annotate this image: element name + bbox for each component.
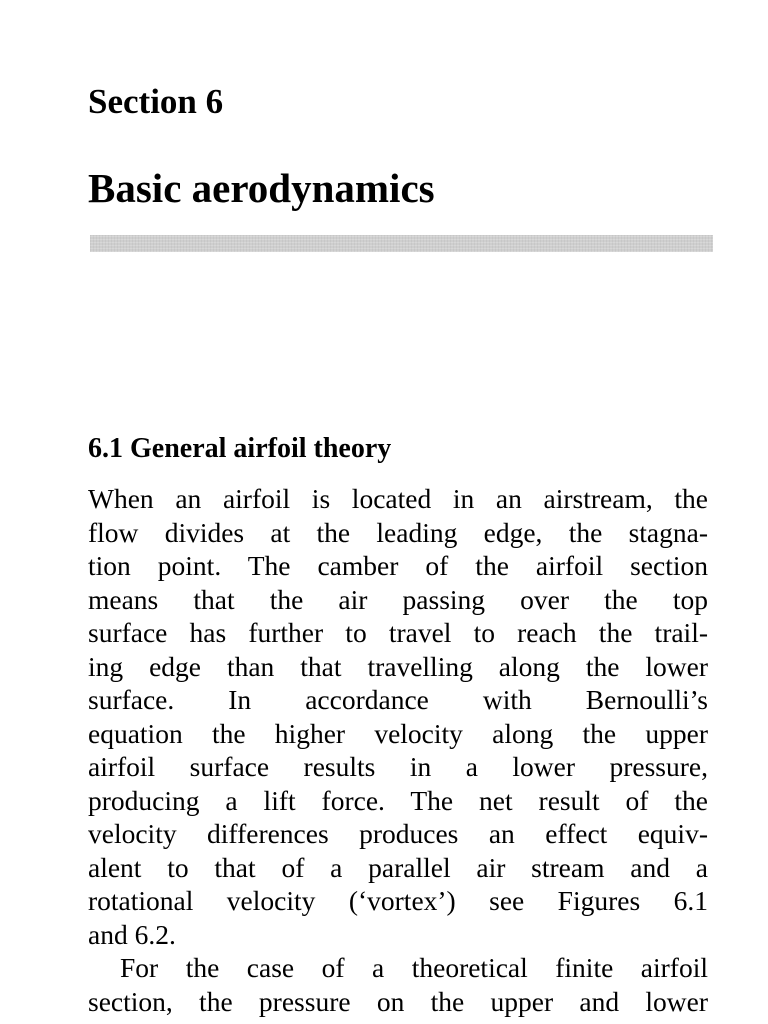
text-line: surface has further to travel to reach the trail- [88, 617, 708, 648]
body-text [88, 482, 708, 1018]
text-line: and 6.2. [88, 918, 176, 950]
text-line: ing edge than that travelling along the lower [88, 650, 708, 682]
text-line: tion point. The camber of the airfoil section [88, 550, 708, 581]
text-line: section, the pressure on the upper and lower [88, 985, 708, 1017]
text-line: When an airfoil is located in an airstream, the [88, 483, 708, 514]
text-line: rotational velocity (‘vortex’) see Figures 6.1 [88, 885, 708, 916]
text-line: surface. In accordance with Bernoulli’s [88, 684, 708, 715]
title-rule-bar [90, 235, 713, 252]
section-label: Section 6 [88, 82, 224, 121]
paragraph-1 [88, 482, 708, 951]
text-line: flow divides at the leading edge, the stagna- [88, 516, 708, 548]
text-line: alent to that of a parallel air stream and a [88, 851, 708, 883]
text-line: velocity differences produces an effect equiv- [88, 818, 708, 849]
text-line: equation the higher velocity along the upper [88, 717, 708, 749]
subsection-heading: 6.1 General airfoil theory [88, 433, 392, 464]
text-line: means that the air passing over the top [88, 583, 708, 615]
text-line: airfoil surface results in a lower pressure, [88, 751, 708, 782]
paragraph-2 [88, 951, 708, 1018]
chapter-title: Basic aerodynamics [88, 165, 435, 211]
text-line: producing a lift force. The net result of the [88, 784, 708, 816]
text-line: For the case of a theoretical finite airfoil [120, 952, 708, 983]
